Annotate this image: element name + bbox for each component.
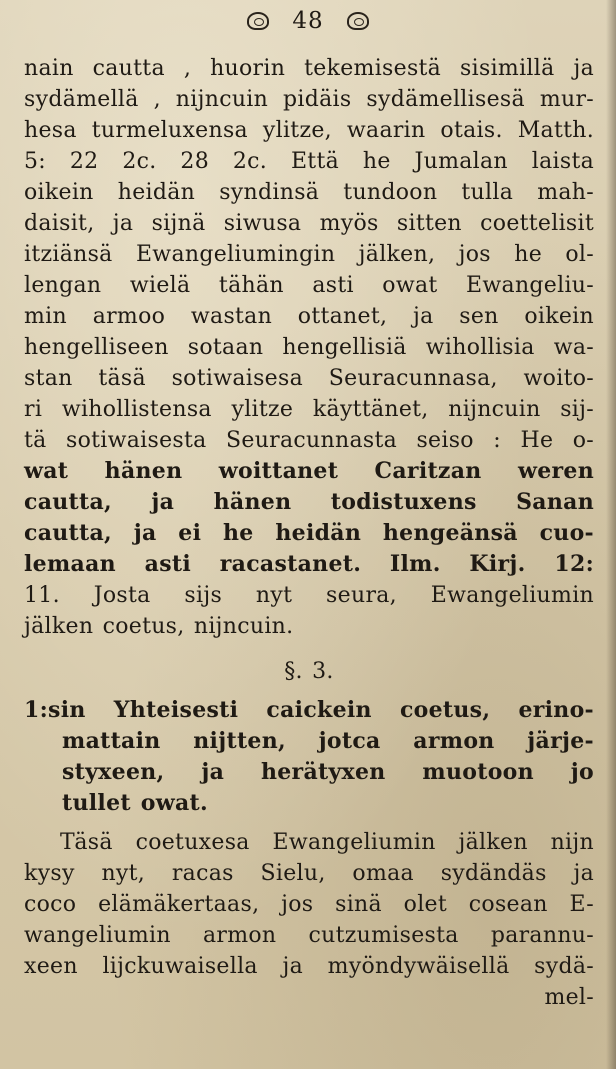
text-line: min armoo wastan ottanet, ja sen oikein	[24, 304, 594, 329]
text-line: lemaan asti racastanet. Ilm. Kirj. 12:	[24, 551, 594, 577]
text-line: hengelliseen sotaan hengellisiä wihollisia wa-	[24, 335, 594, 360]
spacer	[24, 642, 594, 656]
section-line: tullet owat.	[62, 790, 208, 816]
body-text	[24, 53, 594, 1013]
closing-line: wangeliumin armon cutzumisesta parannu-	[24, 923, 594, 948]
page-edge-shadow	[606, 0, 616, 1069]
text-line: stan täsä sotiwaisesa Seuracunnasa, woito-	[24, 366, 594, 391]
closing-line: Täsä coetuxesa Ewangeliumin jälken nijn	[60, 830, 594, 855]
closing-line: xeen lijckuwaisella ja myöndywäisellä sydä-	[24, 954, 594, 979]
closing-line: coco elämäkertaas, jos sinä olet cosean E-	[24, 892, 594, 917]
text-line: ri wihollistensa ylitze käyttänet, nijncuin sij-	[24, 397, 594, 422]
text-line: daisit, ja sijnä siwusa myös sitten coettelisit	[24, 211, 594, 236]
text-line: 11. Josta sijs nyt seura, Ewangeliumin	[24, 583, 594, 608]
text-line: tä sotiwaisesta Seuracunnasta seiso : He o-	[24, 428, 594, 453]
section-line: styxeen, ja herätyxen muotoon jo	[62, 759, 594, 785]
catchword: mel-	[544, 985, 594, 1010]
page-header	[0, 8, 616, 52]
text-line: lengan wielä tähän asti owat Ewangeliu-	[24, 273, 594, 298]
spacer	[24, 687, 594, 695]
section-line: mattain nijtten, jotca armon järje-	[62, 728, 594, 754]
text-line: hesa turmeluxensa ylitze, waarin otais. Matth.	[24, 118, 594, 143]
text-line: nain cautta , huorin tekemisestä sisimillä ja	[24, 56, 594, 81]
text-line: oikein heidän syndinsä tundoon tulla mah-	[24, 180, 594, 205]
section-line: 1:sin Yhteisesti caickein coetus, erino-	[24, 697, 594, 723]
section-heading: §. 3.	[284, 659, 334, 684]
text-line: itziänsä Ewangeliumingin jälken, jos he ol-	[24, 242, 594, 267]
text-line: cautta, ja hänen todistuxens Sanan	[24, 489, 594, 515]
spacer	[24, 819, 594, 827]
text-line: jälken coetus, nijncuin.	[24, 614, 294, 639]
text-line: cautta, ja ei he heidän hengeänsä cuo-	[24, 520, 594, 546]
text-line: 5: 22 2c. 28 2c. Että he Jumalan laista	[24, 149, 594, 174]
text-line: wat hänen woittanet Caritzan weren	[24, 458, 594, 484]
page-number: 48	[292, 8, 324, 34]
left-ornament-icon	[247, 12, 269, 30]
closing-line: kysy nyt, racas Sielu, omaa sydändäs ja	[24, 861, 594, 886]
text-line: sydämellä , nijncuin pidäis sydämellisesä mur-	[24, 87, 594, 112]
right-ornament-icon	[347, 12, 369, 30]
